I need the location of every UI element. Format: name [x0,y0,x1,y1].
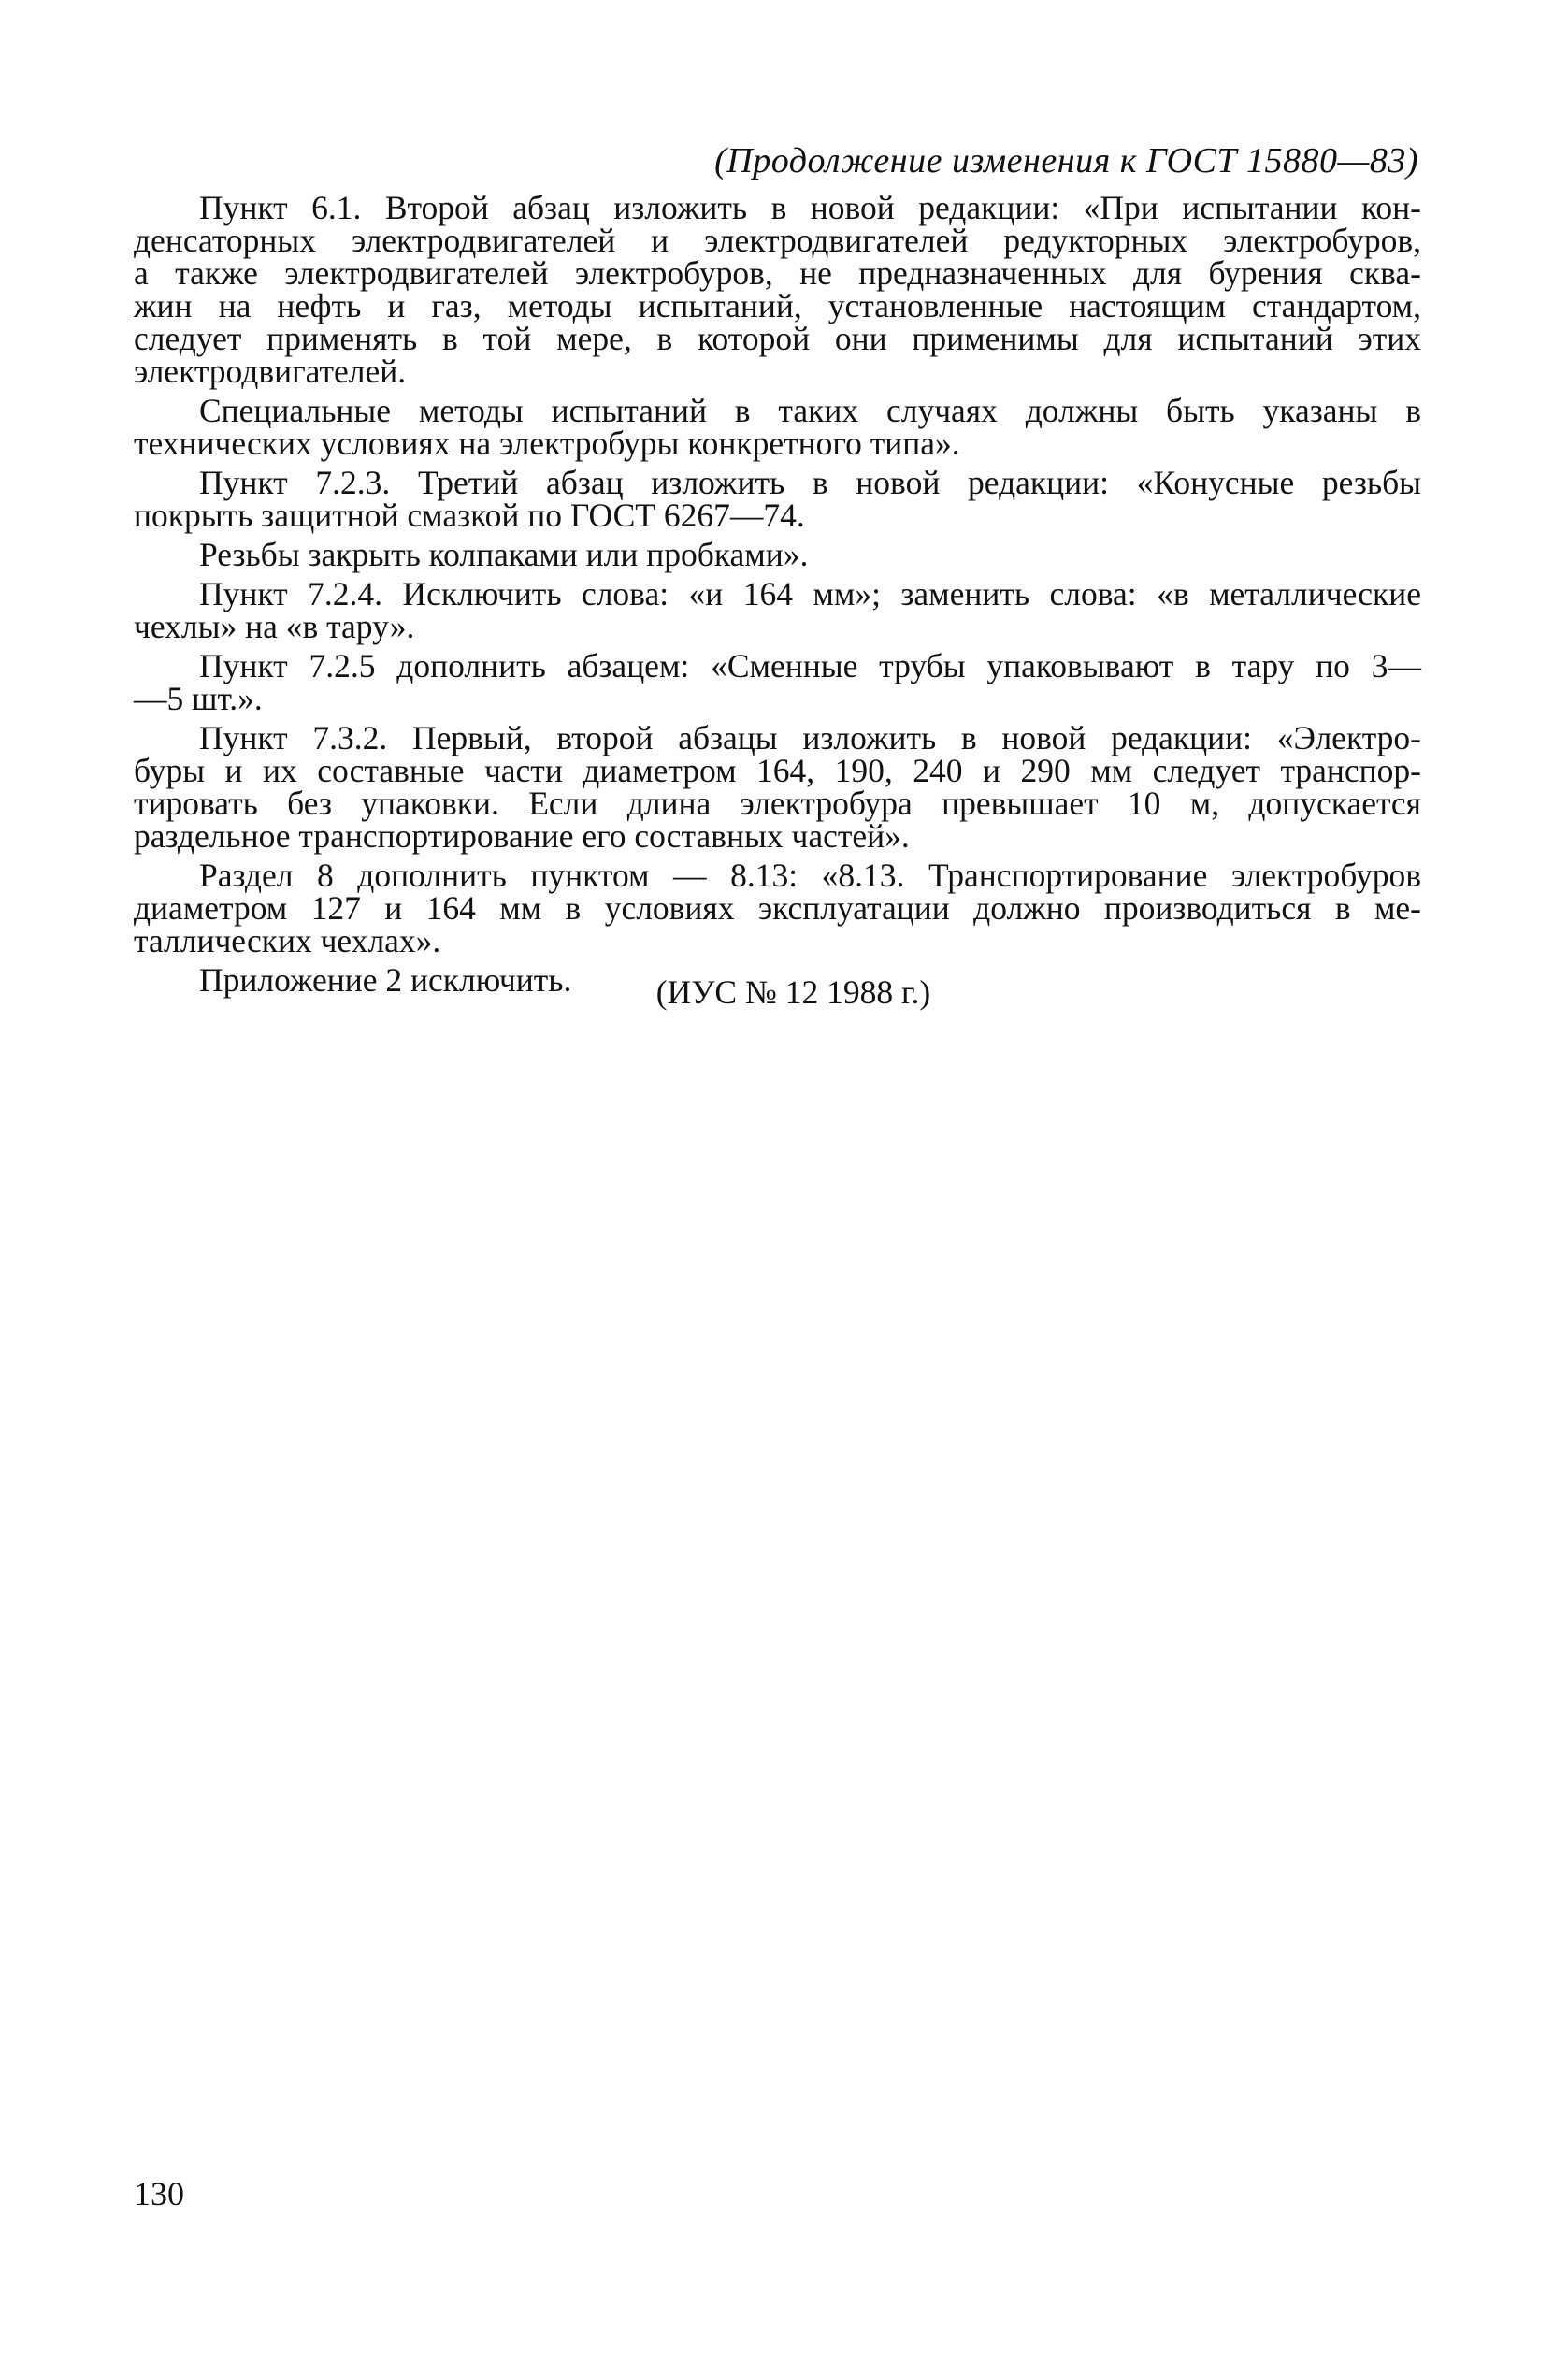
text-line: а также электродвигателей электробуров, не предназначенных для бурения сква- [134,254,1421,292]
text-line: —5 шт.». [134,680,263,717]
text-line: таллических чехлах». [134,922,441,959]
paragraph [134,392,1421,462]
paragraph [134,719,1421,855]
text-line: Раздел 8 дополнить пунктом — 8.13: «8.13. Транспортирование электробуров [199,857,1421,894]
text-line: технических условиях на электробуры конкретного типа». [134,425,960,462]
source-reference: (ИУС № 12 1988 г.) [655,973,931,1011]
paragraph [134,647,1421,717]
text-line: покрыть защитной смазкой по ГОСТ 6267—74. [134,497,805,534]
paragraph [134,536,1421,573]
text-line: раздельное транспортирование его составных частей». [134,817,910,855]
continuation-header: (Продолжение изменения к ГОСТ 15880—83) [714,141,1418,180]
text-line: Пункт 7.2.5 дополнить абзацем: «Сменные трубы упаковывают в тару по 3— [199,647,1421,684]
text-line: Пункт 7.2.3. Третий абзац изложить в новой редакции: «Конусные резьбы [199,464,1421,501]
paragraph [134,575,1421,645]
amendment-body [134,189,1421,999]
text-line: Приложение 2 исключить. [199,961,572,999]
text-line: тировать без упаковки. Если длина электробура превышает 10 м, допускается [134,785,1421,822]
paragraph [134,859,1421,958]
text-line: буры и их составные части диаметром 164, 190, 240 и 290 мм следует транспор- [134,752,1421,789]
text-line: Пункт 7.2.4. Исключить слова: «и 164 мм»; заменить слова: «в металлические [199,575,1421,612]
text-line: денсаторных электродвигателей и электродвигателей редукторных электробуров, [134,222,1421,259]
text-line: диаметром 127 и 164 мм в условиях эксплуатации должно производиться в ме- [134,889,1421,927]
text-line: Пункт 6.1. Второй абзац изложить в новой редакции: «При испытании кон- [199,189,1421,226]
text-line: электродвигателей. [134,353,407,390]
text-line: Специальные методы испытаний в таких случаях должны быть указаны в [199,392,1421,429]
text-line: жин на нефть и газ, методы испытаний, установленные настоящим стандартом, [134,287,1421,324]
paragraph [134,464,1421,534]
text-line: Пункт 7.3.2. Первый, второй абзацы изложить в новой редакции: «Электро- [199,719,1421,756]
page-number: 130 [134,2175,184,2212]
paragraph [134,189,1421,390]
text-line: Резьбы закрыть колпаками или пробками». [199,536,809,573]
text-line: следует применять в той мере, в которой они применимы для испытаний этих [134,320,1421,357]
text-line: чехлы» на «в тару». [134,608,415,645]
